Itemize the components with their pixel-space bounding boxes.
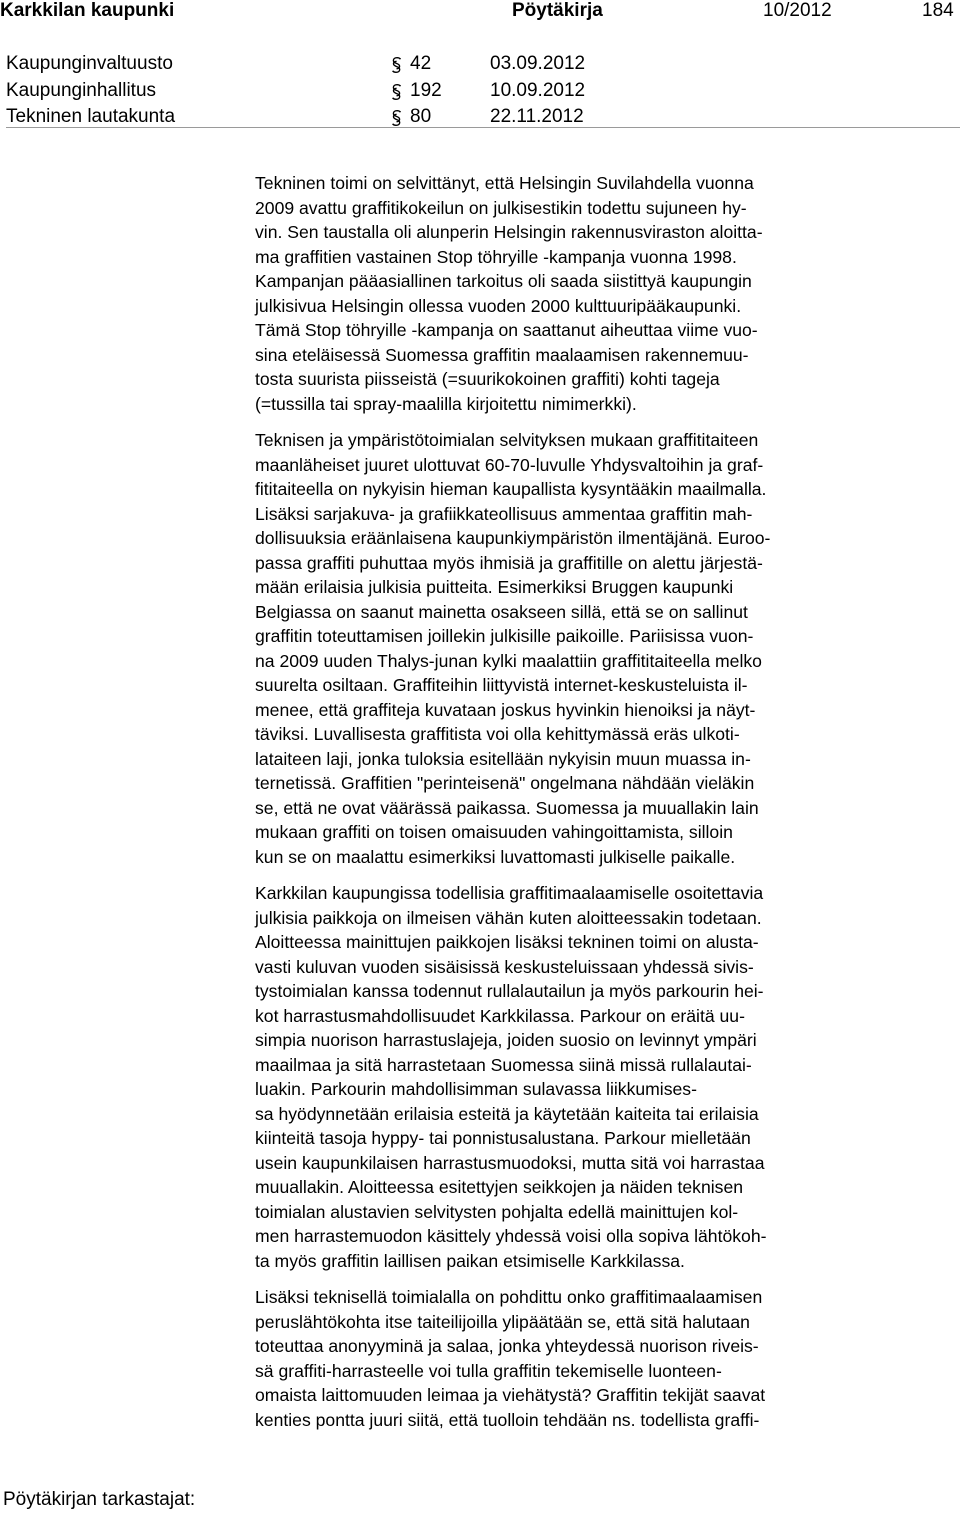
- text-line: kiinteitä tasoja hyppy- tai ponnistusalustana. Parkour mielletään: [255, 1128, 751, 1148]
- meeting-body: Tekninen lautakunta: [6, 106, 176, 127]
- text-line: Aloitteessa mainittujen paikkojen lisäksi tekninen toimi on alusta-: [255, 932, 759, 952]
- text-line: kun se on maalattu esimerkiksi luvattomasti julkiselle paikalle.: [255, 846, 736, 867]
- meeting-list: [6, 52, 956, 132]
- text-line: fititaiteella on nykyisin hieman kaupallista kysyntääkin maailmalla.: [255, 479, 767, 499]
- text-line: 2009 avattu graffitikokeilun on julkisestikin todettu sujuneen hy-: [255, 197, 747, 218]
- text-line: na 2009 uuden Thalys-junan kylki maalattiin graffititaiteella melko: [255, 650, 762, 671]
- text-line: graffitin toteuttamisen joillekin julkisille paikoille. Pariisissa vuon-: [255, 626, 754, 646]
- text-line: usein kaupunkilaisen harrastusmuodoksi, mutta sitä voi harrastaa: [255, 1152, 765, 1173]
- footer-label: Pöytäkirjan tarkastajat:: [3, 1489, 196, 1510]
- page-header: [0, 0, 960, 24]
- text-line: Teknisen ja ympäristötoimialan selvityksen mukaan graffititaiteen: [255, 430, 759, 450]
- main-text: [255, 171, 875, 1444]
- text-line: mään erilaisia julkisia puitteita. Esimerkiksi Bruggen kaupunki: [255, 577, 734, 597]
- text-line: sa hyödynnetään erilaisia esteitä ja käytetään kaiteita tai erilaisia: [255, 1103, 759, 1124]
- meeting-row: [6, 79, 956, 106]
- header-divider: [6, 127, 960, 128]
- text-line: kenties pontta juuri siitä, että tuolloin tehdään ns. todellista graffi-: [255, 1409, 760, 1430]
- section-sign-icon: [390, 109, 403, 125]
- text-line: vin. Sen taustalla oli alunperin Helsingin rakennusviraston aloitta-: [255, 222, 763, 242]
- paragraph: [255, 428, 875, 869]
- text-line: mukaan graffiti on toisen omaisuuden vahingoittamista, silloin: [255, 822, 733, 842]
- meeting-body: Kaupunginhallitus: [6, 79, 157, 101]
- text-line: tosta suurista piisseistä (=suurikokoinen graffiti) kohti tageja: [255, 369, 720, 389]
- text-line: se, että ne ovat väärässä paikassa. Suomessa ja muuallakin lain: [255, 797, 759, 818]
- text-line: suurelta osiltaan. Graffiteihin liittyvistä internet-keskusteluista il-: [255, 675, 748, 695]
- section-number: 42: [410, 53, 432, 74]
- text-line: Karkkilan kaupungissa todellisia graffitimaalaamiselle osoitettavia: [255, 883, 764, 903]
- meeting-date: 22.11.2012: [490, 106, 584, 127]
- text-line: ternetissä. Graffitien "perinteisenä" ongelmana nähdään vieläkin: [255, 773, 755, 793]
- text-line: passa graffiti puhuttaa myös ihmisiä ja graffitille on alettu järjestä-: [255, 552, 763, 573]
- text-line: menee, että graffiteja kuvataan joskus hyvinkin hienoiksi ja näyt-: [255, 699, 756, 720]
- text-line: toimialan alustavien selvitysten pohjalta edellä mainittujen kol-: [255, 1201, 739, 1222]
- section-sign-icon: [390, 83, 403, 99]
- paragraph: [255, 881, 875, 1273]
- text-line: Lisäksi teknisellä toimialalla on pohdittu onko graffitimaalaamisen: [255, 1287, 763, 1307]
- section-sign-icon: [390, 56, 403, 72]
- text-line: ta myös graffitin laillisen paikan etsimiselle Karkkilassa.: [255, 1250, 685, 1271]
- paragraph: [255, 1285, 875, 1432]
- text-line: tystoimialan kanssa todennut rullalautailun ja myös parkourin hei-: [255, 981, 764, 1001]
- page-number: 184: [922, 0, 954, 21]
- text-line: julkisivua Helsingin ollessa vuoden 2000 kulttuuripääkaupunki.: [255, 295, 742, 316]
- text-line: Tämä Stop töhryille -kampanja on saattanut aiheuttaa viime vuo-: [255, 320, 758, 340]
- document-type: Pöytäkirja: [512, 0, 603, 21]
- text-line: simpia nuorison harrastuslajeja, joiden suosio on levinnyt ympäri: [255, 1030, 757, 1050]
- text-line: sä graffiti-harrasteelle voi tulla graffitin tekemiselle luonteen-: [255, 1360, 722, 1381]
- text-line: luakin. Parkourin mahdollisimman sulavassa liikkumises-: [255, 1079, 697, 1099]
- text-line: julkisia paikkoja on ilmeisen vähän kuten aloitteessakin todetaan.: [255, 907, 762, 928]
- text-line: Belgiassa on saanut mainetta osakseen sillä, että se on sallinut: [255, 601, 748, 622]
- section-number: 192: [410, 79, 442, 101]
- text-line: lataiteen laji, jonka tuloksia esitellään nykyisin muun muassa in-: [255, 748, 751, 769]
- text-line: dollisuuksia eräänlaisena kaupunkiympäristön ilmentäjänä. Euroo-: [255, 528, 771, 548]
- text-line: maailmaa ja sitä harrastetaan Suomessa siinä missä rullalautai-: [255, 1054, 752, 1075]
- municipality-name: Karkkilan kaupunki: [0, 0, 175, 21]
- text-line: Lisäksi sarjakuva- ja grafiikkateollisuus ammentaa graffitin mah-: [255, 503, 753, 524]
- meeting-date: 03.09.2012: [490, 53, 586, 74]
- text-line: ma graffitien vastainen Stop töhryille -kampanja vuonna 1998.: [255, 246, 737, 267]
- text-line: sina eteläisessä Suomessa graffitin maalaamisen rakennemuu-: [255, 344, 749, 365]
- text-line: maanläheiset juuret ulottuvat 60-70-luvulle Yhdysvaltoihin ja graf-: [255, 454, 764, 475]
- paragraph: [255, 171, 875, 416]
- meeting-date: 10.09.2012: [490, 79, 586, 101]
- text-line: vasti kuluvan vuoden sisäisissä keskusteluissaan yhdessä sivis-: [255, 956, 754, 977]
- text-line: täviksi. Luvallisesta graffitista voi olla kehittymässä eräs ulkoti-: [255, 724, 740, 744]
- text-line: Tekninen toimi on selvittänyt, että Helsingin Suvilahdella vuonna: [255, 173, 754, 193]
- meeting-row: [6, 52, 956, 79]
- minutes-number: 10/2012: [763, 0, 832, 21]
- text-line: muuallakin. Aloitteessa esitettyjen seikkojen ja näiden teknisen: [255, 1177, 744, 1197]
- text-line: Kampanjan pääasiallinen tarkoitus oli saada siistittyä kaupungin: [255, 271, 752, 291]
- text-line: kot harrastusmahdollisuudet Karkkilassa. Parkour on eräitä uu-: [255, 1005, 745, 1026]
- text-line: omaista laittomuuden leimaa ja viehätystä? Graffitin tekijät saavat: [255, 1385, 766, 1405]
- text-line: (=tussilla tai spray-maalilla kirjoitettu nimimerkki).: [255, 393, 637, 414]
- text-line: toteuttaa anonyyminä ja salaa, jonka yhteydessä nuorison riveis-: [255, 1336, 759, 1356]
- text-line: peruslähtökohta itse taiteilijoilla ylipäätään se, että sitä halutaan: [255, 1311, 750, 1332]
- section-number: 80: [410, 106, 432, 127]
- meeting-body: Kaupunginvaltuusto: [6, 53, 173, 74]
- text-line: men harrastemuodon käsittely yhdessä voisi olla sopiva lähtökoh-: [255, 1226, 767, 1246]
